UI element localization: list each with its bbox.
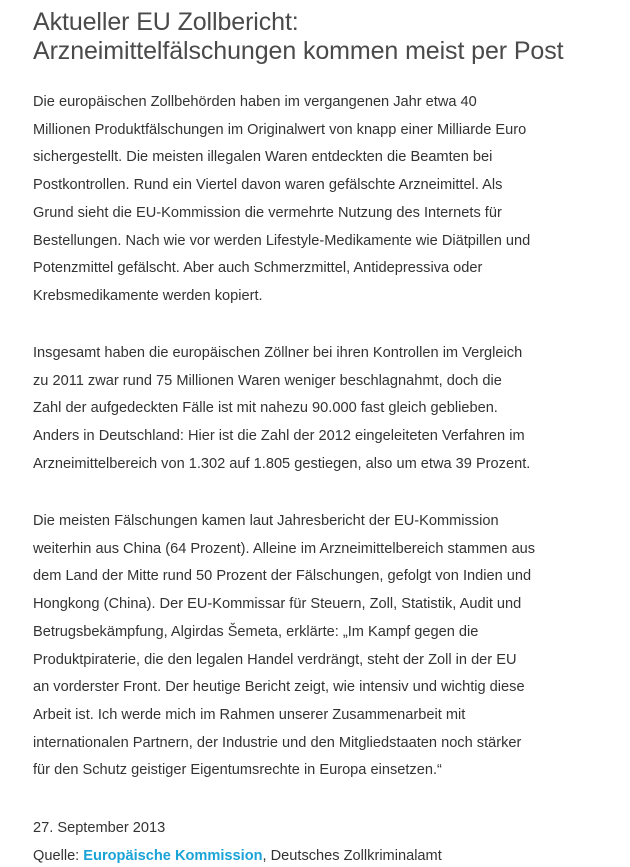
paragraph-line: sichergestellt. Die meisten illegalen Waren entdeckten die Beamten bei	[33, 149, 493, 166]
paragraph-line: Zahl der aufgedeckten Fälle ist mit nahezu 90.000 fast gleich geblieben.	[33, 400, 498, 417]
paragraph-line: Arbeit ist. Ich werde mich im Rahmen unserer Zusammenarbeit mit	[33, 706, 466, 723]
paragraph-line: Betrugsbekämpfung, Algirdas Šemeta, erklärte: „Im Kampf gegen die	[33, 623, 479, 640]
article-paragraph-2	[33, 340, 603, 479]
paragraph-line: Insgesamt haben die europäischen Zöllner bei ihren Kontrollen im Vergleich	[33, 345, 523, 361]
paragraph-line: dem Land der Mitte rund 50 Prozent der Fälschungen, gefolgt von Indien und	[33, 568, 532, 585]
article-paragraph-1	[33, 89, 603, 311]
paragraph-line: zu 2011 zwar rund 75 Millionen Waren weniger beschlagnahmt, doch die	[33, 372, 502, 389]
source-label: Quelle:	[33, 848, 84, 864]
article-title	[33, 8, 623, 66]
paragraph-line: Potenzmittel gefälscht. Aber auch Schmerzmittel, Antidepressiva oder	[33, 260, 483, 277]
article-date: 27. September 2013	[33, 820, 166, 836]
paragraph-line: Millionen Produktfälschungen im Originalwert von knapp einer Milliarde Euro	[33, 121, 527, 138]
paragraph-line: Krebsmedikamente werden kopiert.	[33, 287, 263, 304]
paragraph-line: an vorderster Front. Der heutige Bericht zeigt, wie intensiv und wichtig diese	[33, 679, 525, 696]
paragraph-line: Postkontrollen. Rund ein Viertel davon waren gefälschte Arzneimittel. Als	[33, 177, 503, 194]
source-link-european-commission[interactable]: Europäische Kommission	[83, 848, 263, 864]
paragraph-line: Grund sieht die EU-Kommission die vermehrte Nutzung des Internets für	[33, 204, 502, 221]
article-paragraph-3	[33, 508, 603, 785]
paragraph-line: Bestellungen. Nach wie vor werden Lifestyle-Medikamente wie Diätpillen und	[33, 232, 531, 249]
paragraph-line: Die meisten Fälschungen kamen laut Jahresbericht der EU-Kommission	[33, 513, 499, 529]
paragraph-line: weiterhin aus China (64 Prozent). Alleine im Arzneimittelbereich stammen aus	[33, 540, 536, 557]
paragraph-line: Hongkong (China). Der EU-Kommissar für Steuern, Zoll, Statistik, Audit und	[33, 596, 522, 613]
paragraph-line: Produktpiraterie, die den legalen Handel verdrängt, steht der Zoll in der EU	[33, 651, 517, 668]
article-title-line-1: Aktueller EU Zollbericht:	[33, 8, 299, 36]
source-rest: , Deutsches Zollkriminalamt	[262, 848, 442, 864]
paragraph-line: Die europäischen Zollbehörden haben im vergangenen Jahr etwa 40	[33, 94, 477, 110]
paragraph-line: Arzneimittelbereich von 1.302 auf 1.805 gestiegen, also um etwa 39 Prozent.	[33, 455, 531, 472]
article-source	[33, 845, 442, 867]
article-title-line-2: Arzneimittelfälschungen kommen meist per Post	[33, 37, 564, 65]
paragraph-line: internationalen Partnern, der Industrie und den Mitgliedstaaten noch stärker	[33, 734, 522, 751]
paragraph-line: für den Schutz geistiger Eigentumsrechte in Europa einsetzen.“	[33, 762, 442, 779]
paragraph-line: Anders in Deutschland: Hier ist die Zahl der 2012 eingeleiteten Verfahren im	[33, 428, 525, 445]
